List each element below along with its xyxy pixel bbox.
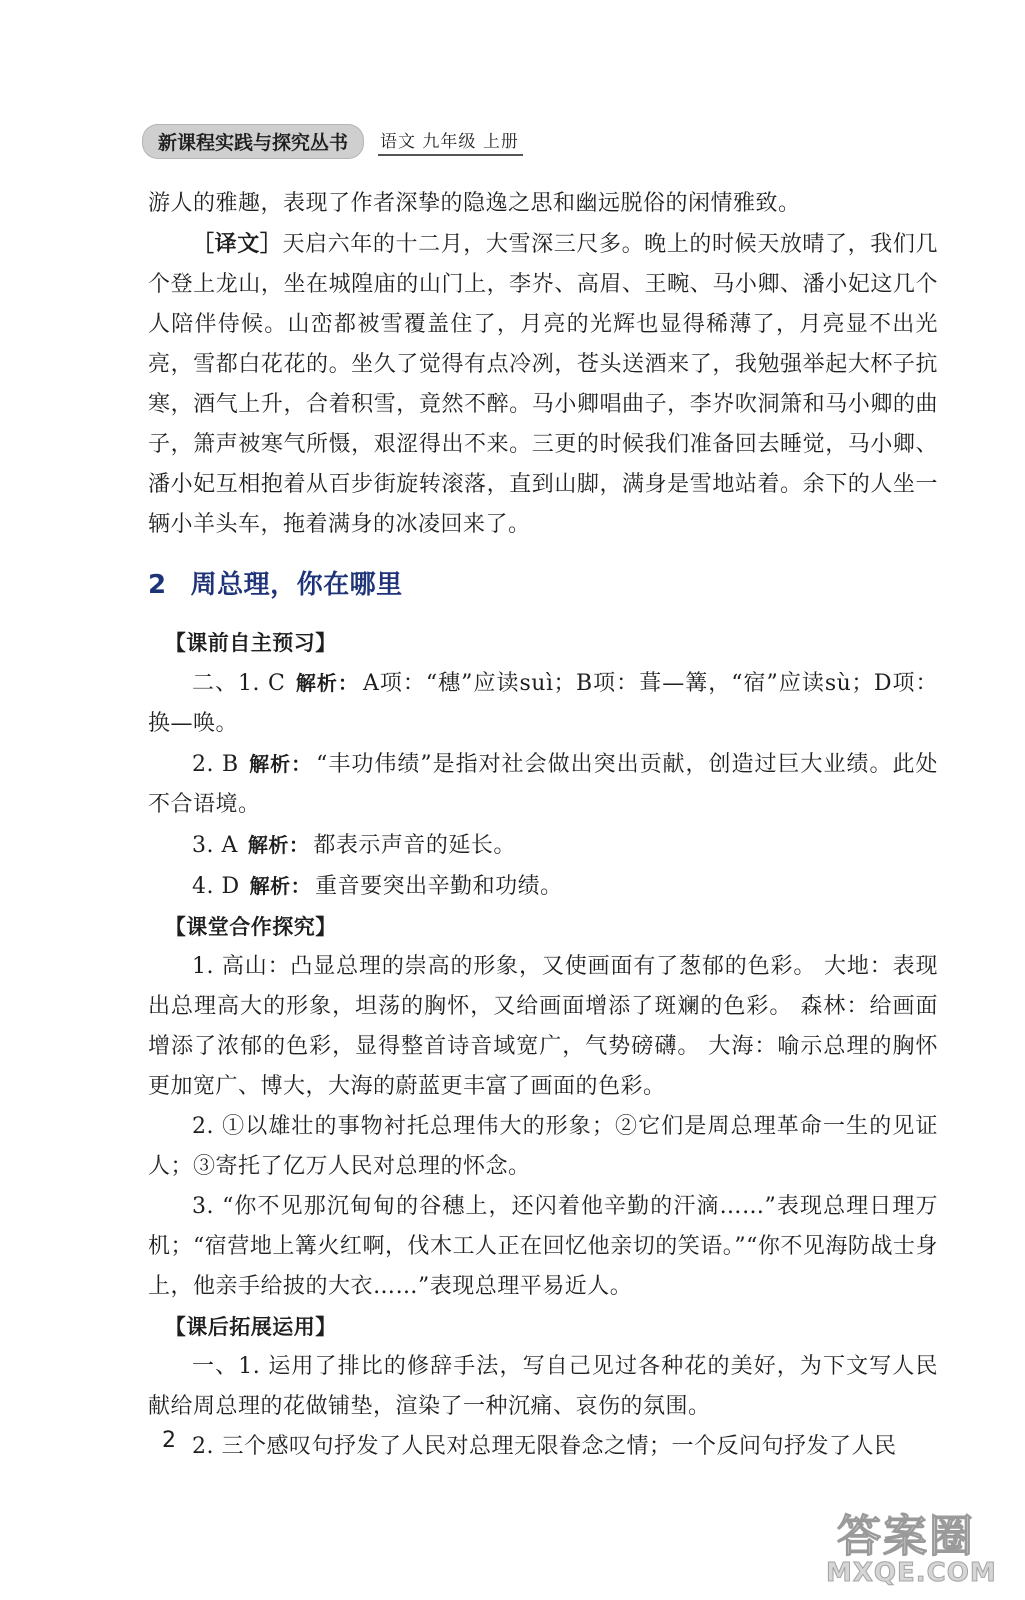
answer-item: 一、1. 运用了排比的修辞手法，写自己见过各种花的美好，为下文写人民献给周总理的花做铺垫，渲染了一种沉痛、哀伤的氛围。 bbox=[148, 1354, 938, 1419]
chapter-title bbox=[148, 565, 938, 605]
answer-item: 2. ①以雄壮的事物衬托总理伟大的形象；②它们是周总理革命一生的见证人；③寄托了亿万人民对总理的怀念。 bbox=[148, 1114, 938, 1179]
answer-item: 2. 三个感叹句抒发了人民对总理无限眷念之情；一个反问句抒发了人民 bbox=[192, 1434, 897, 1459]
answer-item: 1. 高山：凸显总理的崇高的形象，又使画面有了葱郁的色彩。 大地：表现出总理高大的形象，坦荡的胸怀，又给画面增添了斑斓的色彩。 森林：给画面增添了浓郁的色彩，显得整首诗音域宽广，气势磅礴。 大海：喻示总理的胸怀更加宽广、博大，大海的蔚蓝更丰富了画面的色彩。 bbox=[148, 954, 938, 1099]
section-heading-after-class: 【课后拓展运用】 bbox=[164, 1315, 337, 1339]
watermark-main: 答案圈 bbox=[837, 1511, 975, 1562]
book-subtitle: 语文 九年级 上册 bbox=[378, 127, 523, 156]
section-heading-classroom: 【课堂合作探究】 bbox=[164, 915, 337, 939]
chapter-title-text: 周总理，你在哪里 bbox=[190, 570, 403, 600]
answer-prefix: 二、1. C bbox=[192, 671, 286, 696]
answer-text: 都表示声音的延长。 bbox=[313, 833, 516, 858]
answer-prefix: 3. A bbox=[192, 833, 238, 858]
answer-text: “丰功伟绩”是指对社会做出突出贡献，创造过巨大业绩。此处不合语境。 bbox=[148, 752, 939, 817]
series-title-badge: 新课程实践与探究丛书 bbox=[142, 124, 364, 159]
answer-text: 重音要突出辛勤和功绩。 bbox=[315, 874, 563, 899]
analysis-label: 解析： bbox=[249, 874, 312, 898]
translation-tag: ［译文］ bbox=[192, 231, 283, 257]
answer-item bbox=[148, 825, 938, 866]
continuation-paragraph: 游人的雅趣，表现了作者深挚的隐逸之思和幽远脱俗的闲情雅致。 bbox=[148, 191, 801, 216]
page-number: 2 bbox=[162, 1428, 176, 1453]
watermark-logo bbox=[826, 1500, 997, 1588]
analysis-label: 解析： bbox=[248, 752, 313, 776]
chapter-number: 2 bbox=[148, 570, 167, 600]
analysis-label: 解析： bbox=[247, 833, 310, 857]
answer-text: A项：“穗”应读suì；B项：葺—篝，“宿”应读sù；D项：换—唤。 bbox=[148, 671, 938, 736]
answer-item bbox=[148, 744, 938, 825]
watermark-site: MXQE.COM bbox=[826, 1558, 997, 1588]
running-header bbox=[142, 124, 523, 159]
answer-item bbox=[148, 663, 938, 744]
translation-text: 天启六年的十二月，大雪深三尺多。晚上的时候天放晴了，我们几个登上龙山，坐在城隍庙的山门上，李岕、高眉、王畹、马小卿、潘小妃这几个人陪伴侍候。山峦都被雪覆盖住了，月亮的光辉也显得稀薄了，月亮显不出光亮，雪都白花花的。坐久了觉得有点冷冽，苍头送酒来了，我勉强举起大杯子抗寒，酒气上升，合着积雪，竟然不醉。马小卿唱曲子，李岕吹洞箫和马小卿的曲子，箫声被寒气所慑，艰涩得出不来。三更的时候我们准备回去睡觉，马小卿、潘小妃互相抱着从百步街旋转滚落，直到山脚，满身是雪地站着。余下的人坐一辆小羊头车，拖着满身的冰凌回来了。 bbox=[148, 232, 938, 537]
section-heading-preview: 【课前自主预习】 bbox=[164, 631, 337, 655]
answer-item bbox=[148, 866, 938, 907]
answer-prefix: 2. B bbox=[192, 752, 239, 777]
answer-prefix: 4. D bbox=[192, 874, 240, 899]
translation-paragraph bbox=[148, 224, 938, 545]
answer-item: 3. “你不见那沉甸甸的谷穗上，还闪着他辛勤的汗滴……”表现总理日理万机；“宿营地上篝火红啊，伐木工人正在回忆他亲切的笑语。”“你不见海防战士身上，他亲手给披的大衣……”表现总理平易近人。 bbox=[148, 1194, 938, 1299]
analysis-label: 解析： bbox=[295, 671, 359, 695]
page-content bbox=[148, 184, 938, 1467]
